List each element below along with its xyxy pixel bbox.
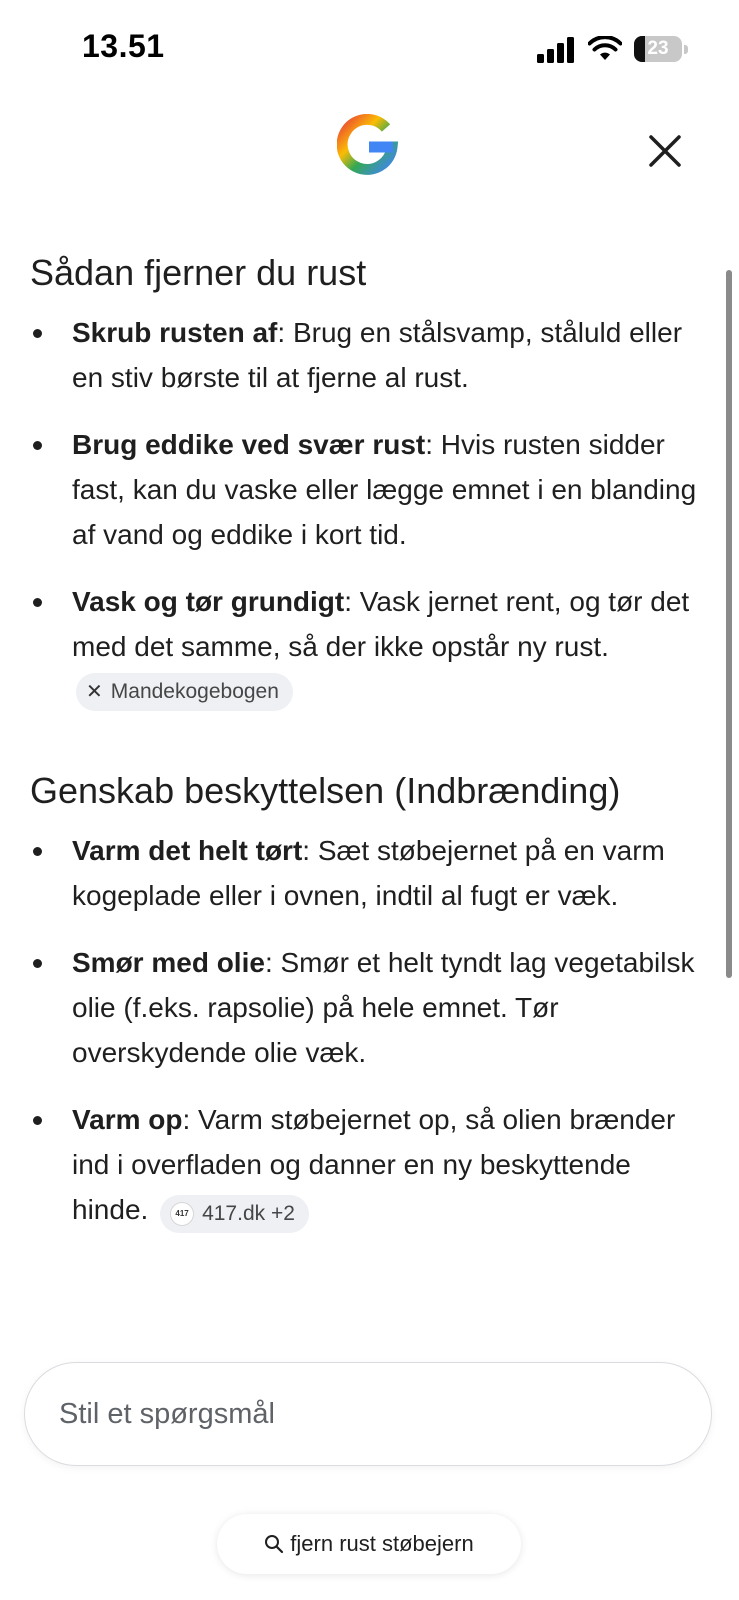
wifi-icon [588, 36, 622, 62]
step-heading: Varm op [72, 1104, 183, 1135]
search-query-pill[interactable] [217, 1514, 521, 1574]
x-icon: ✕ [86, 681, 103, 703]
step-text: : Smør et helt tyndt lag vegetabilsk olie (f.eks. rapsolie) på hele emnet. Tør overskydende olie væk. [72, 947, 695, 1068]
steps-list [30, 828, 710, 1233]
list-item [30, 422, 710, 557]
section-title: Genskab beskyttelsen (Indbrænding) [30, 770, 621, 811]
scrollbar[interactable] [726, 270, 732, 978]
list-item [30, 940, 710, 1075]
list-item [30, 310, 710, 400]
step-text: : Vask jernet rent, og tør det med det samme, så der ikke opstår ny rust. [72, 586, 690, 662]
battery-percentage: 23 [647, 38, 669, 59]
section-title: Sådan fjerner du rust [30, 252, 367, 293]
step-heading: Skrub rusten af [72, 317, 278, 348]
cellular-signal-icon [537, 37, 577, 63]
source-chip-label: Mandekogebogen [110, 680, 279, 703]
source-chip[interactable] [76, 673, 293, 711]
status-time: 13.51 [82, 28, 165, 64]
list-item [30, 579, 710, 714]
google-g-icon [337, 114, 399, 176]
step-text: : Varm støbejernet op, så olien brænder ind i overfladen og danner en ny beskyttende hinde. [72, 1104, 676, 1225]
step-heading: Vask og tør grundigt [72, 586, 345, 617]
close-button[interactable] [640, 126, 690, 176]
list-item [30, 828, 710, 918]
search-query-label: fjern rust støbejern [290, 1531, 474, 1556]
step-text: : Sæt støbejernet på en varm kogeplade eller i ovnen, indtil al fugt er væk. [72, 835, 665, 911]
source-chip[interactable] [160, 1195, 309, 1233]
close-icon [648, 134, 682, 168]
source-favicon: 417 [170, 1202, 194, 1226]
ai-answer-content [30, 250, 710, 1370]
list-item [30, 1097, 710, 1233]
battery-indicator [634, 36, 688, 62]
battery-body [634, 36, 682, 62]
step-text: : Hvis rusten sidder fast, kan du vaske eller lægge emnet i en blanding af vand og eddike i kort tid. [72, 429, 697, 550]
ask-question-input[interactable] [24, 1362, 712, 1466]
step-heading: Smør med olie [72, 947, 265, 978]
step-heading: Brug eddike ved svær rust [72, 429, 426, 460]
battery-cap [684, 45, 688, 54]
status-bar [0, 0, 739, 100]
source-chip-label: 417.dk +2 [202, 1202, 295, 1225]
step-heading: Varm det helt tørt [72, 835, 303, 866]
step-text: : Brug en stålsvamp, ståluld eller en stiv børste til at fjerne al rust. [72, 317, 683, 393]
search-icon [264, 1534, 284, 1554]
steps-list [30, 310, 710, 714]
